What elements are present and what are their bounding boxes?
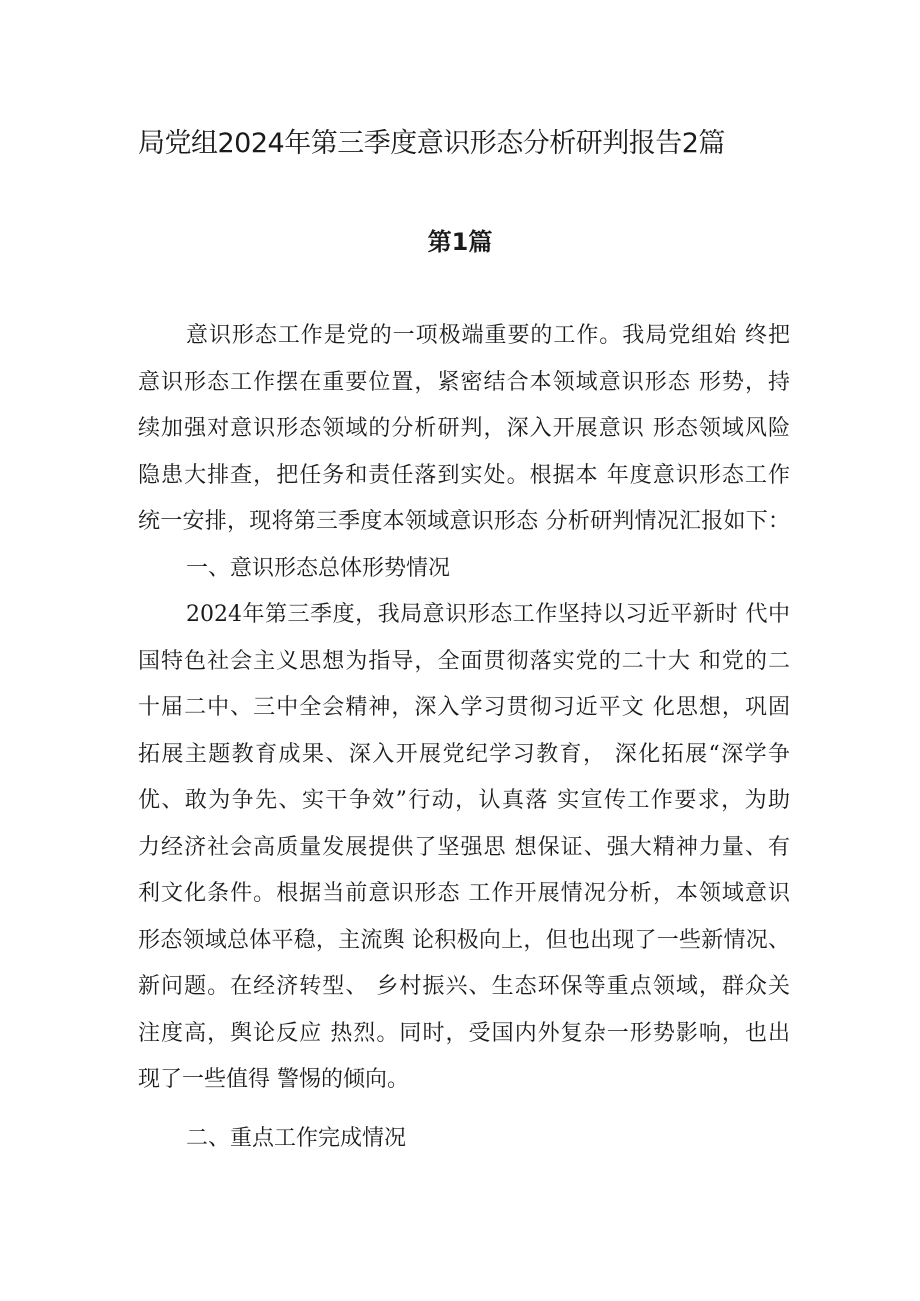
paragraph-line: 现了一些值得 警惕的倾向。 (138, 1067, 409, 1092)
document-body (138, 313, 790, 1162)
paragraph-line: 意识形态工作是党的一项极端重要的工作。我局党组始 终把 (186, 323, 790, 348)
paragraph-line: 利文化条件。根据当前意识形态 工作开展情况分析，本领域意识 (138, 881, 790, 906)
document-title: 局党组2024年第三季度意识形态分析研判报告2篇 (138, 128, 725, 159)
paragraph-line: 注度高，舆论反应 热烈。同时，受国内外复杂一形势影响，也出 (138, 1020, 790, 1046)
section-heading: 二、重点工作完成情况 (186, 1125, 407, 1151)
paragraph-line: 形态领域总体平稳，主流舆 论积极向上，但也出现了一些新情况、 (138, 927, 790, 953)
paragraph-line: 国特色社会主义思想为指导，全面贯彻落实党的二十大 和党的二 (138, 648, 790, 674)
paragraph-line: 意识形态工作摆在重要位置，紧密结合本领域意识形态 形势，持 (138, 369, 790, 395)
part-heading: 第1篇 (427, 228, 493, 256)
paragraph-line: 优、敢为争先、实干争效”行动，认真落 实宣传工作要求，为助 (138, 788, 790, 813)
paragraph-line: 统一安排，现将第三季度本领域意识形态 分析研判情况汇报如下： (138, 509, 790, 534)
paragraph-line: 隐患大排查，把任务和责任落到实处。根据本 年度意识形态工作 (138, 462, 790, 488)
paragraph-line: 力经济社会高质量发展提供了坚强思 想保证、强大精神力量、有 (138, 834, 790, 860)
paragraph-line: 十届二中、三中全会精神，深入学习贯彻习近平文 化思想，巩固 (138, 695, 790, 720)
section-heading: 一、意识形态总体形势情况 (186, 555, 451, 581)
paragraph-line: 2024年第三季度，我局意识形态工作坚持以习近平新时 代中 (186, 602, 790, 627)
paragraph-line: 续加强对意识形态领域的分析研判，深入开展意识 形态领域风险 (138, 416, 790, 441)
paragraph-line: 新问题。在经济转型、 乡村振兴、生态环保等重点领域，群众关 (138, 974, 790, 999)
paragraph-line: 拓展主题教育成果、深入开展党纪学习教育， 深化拓展“深学争 (138, 741, 790, 767)
